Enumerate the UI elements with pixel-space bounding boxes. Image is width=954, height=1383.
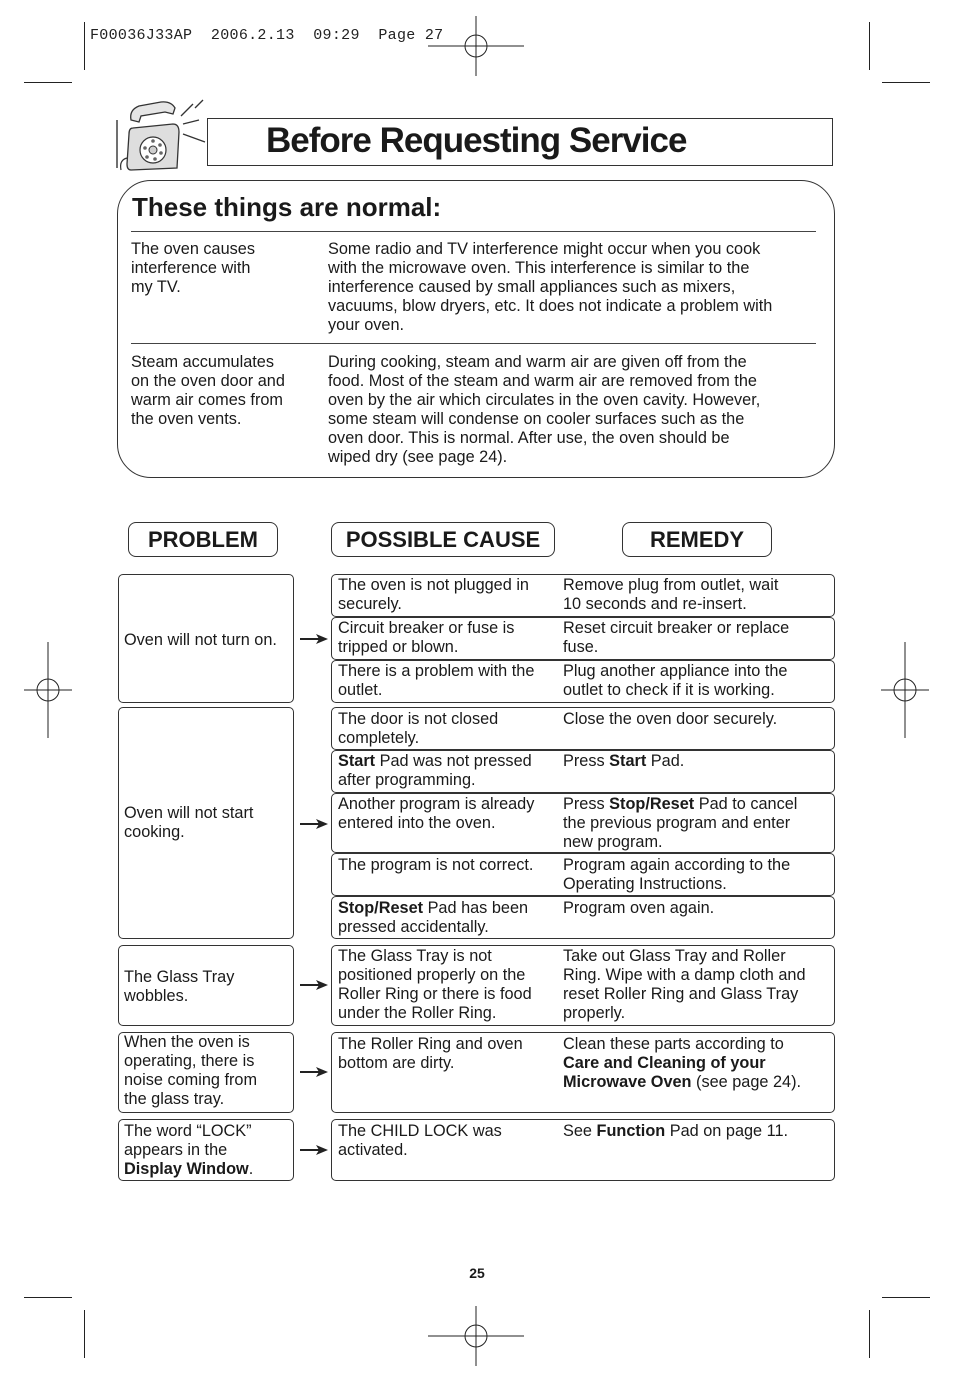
- registration-mark-bottom: [428, 1306, 524, 1366]
- remedy-text: Close the oven door securely.: [563, 710, 778, 728]
- cause-text-part: Pad has been pressed accidentally.: [338, 899, 529, 936]
- remedy-header: REMEDY: [622, 522, 772, 557]
- crop-mark: [84, 1310, 85, 1358]
- cause-text: The Roller Ring and oven bottom are dirty.: [338, 1035, 523, 1072]
- problem-text: [124, 1122, 296, 1179]
- crop-mark: [84, 22, 85, 70]
- title-box: [207, 118, 833, 166]
- crop-mark: [869, 22, 870, 70]
- page-number: 25: [469, 1265, 485, 1281]
- problem-text: When the oven is operating, there is noise coming from the glass tray.: [124, 1033, 258, 1108]
- page-title: Before Requesting Service: [266, 121, 687, 160]
- remedy-text: [563, 1035, 831, 1092]
- remedy-text-part: (see page 24).: [691, 1073, 802, 1091]
- cause-text: Circuit breaker or fuse is tripped or blown.: [338, 619, 515, 656]
- registration-mark-left: [24, 642, 72, 738]
- remedy-text-part: Press: [563, 752, 610, 770]
- normal-things-heading: These things are normal:: [132, 192, 442, 222]
- crop-mark: [882, 82, 930, 83]
- cause-text: [338, 899, 556, 937]
- cause-text: Another program is already entered into the oven.: [338, 795, 535, 832]
- cause-text-part: Pad was not pressed after programming.: [338, 752, 532, 789]
- arrow-right-icon: [300, 633, 328, 645]
- normal-situation: Steam accumulates on the oven door and warm air comes from the oven vents.: [131, 353, 285, 428]
- remedy-text-part: See: [563, 1122, 597, 1140]
- remedy-text: [563, 1122, 831, 1141]
- cause-text-bold: Stop/Reset: [338, 899, 424, 917]
- cause-text-bold: Start: [338, 752, 376, 770]
- remedy-text: [563, 795, 831, 852]
- crop-mark: [882, 1297, 930, 1298]
- normal-situation: The oven causes interference with my TV.: [131, 240, 255, 296]
- divider: [131, 231, 816, 232]
- arrow-right-icon: [300, 1144, 328, 1156]
- remedy-text-bold: Stop/Reset: [609, 795, 695, 813]
- remedy-text-part: Pad to cancel the previous program and enter new program.: [563, 795, 798, 851]
- cause-text: [338, 752, 556, 790]
- normal-explanation: During cooking, steam and warm air are given off from the food. Most of the steam and warm air are removed from the oven by the air which circulates in the oven cavity. However, some steam will condense on cooler surfaces such as the oven door. This is normal. After use, the oven should be wiped dry (see page 24).: [328, 353, 761, 466]
- problem-header: PROBLEM: [128, 522, 278, 557]
- problem-text-part: The word “LOCK” appears in the: [124, 1122, 252, 1159]
- remedy-text-part: Clean these parts according to: [563, 1035, 784, 1053]
- crop-mark: [869, 1310, 870, 1358]
- cause-text: The door is not closed completely.: [338, 710, 499, 747]
- cause-text: The CHILD LOCK was activated.: [338, 1122, 502, 1159]
- remedy-text-part: Press: [563, 795, 610, 813]
- remedy-text: Program oven again.: [563, 899, 715, 917]
- normal-explanation: Some radio and TV interference might occur when you cook with the microwave oven. This interference is similar to the interference caused by small appliances such as mixers, vacuums, blow dryers, etc. It does not indicate a problem with your oven.: [328, 240, 773, 334]
- remedy-text: Program again according to the Operating Instructions.: [563, 856, 791, 893]
- possible-cause-header: POSSIBLE CAUSE: [331, 522, 555, 557]
- remedy-text-bold: Start: [609, 752, 647, 770]
- divider: [131, 343, 816, 344]
- problem-text: The Glass Tray wobbles.: [124, 968, 235, 1005]
- remedy-text: Take out Glass Tray and Roller Ring. Wipe with a damp cloth and reset Roller Ring and Glass Tray properly.: [563, 947, 806, 1022]
- remedy-text: Remove plug from outlet, wait 10 seconds and re-insert.: [563, 576, 779, 613]
- cause-text: The oven is not plugged in securely.: [338, 576, 529, 613]
- remedy-text-part: Pad on page 11.: [665, 1122, 789, 1140]
- cause-text: The Glass Tray is not positioned properly on the Roller Ring or there is food under the Roller Ring.: [338, 947, 532, 1022]
- remedy-text: Reset circuit breaker or replace fuse.: [563, 619, 790, 656]
- crop-mark: [24, 82, 72, 83]
- arrow-right-icon: [300, 979, 328, 991]
- remedy-text-part: Pad.: [646, 752, 685, 770]
- cause-text: There is a problem with the outlet.: [338, 662, 535, 699]
- registration-mark-right: [881, 642, 929, 738]
- registration-mark-top: [428, 16, 524, 76]
- problem-text: Oven will not start cooking.: [124, 804, 254, 841]
- problem-text-bold: Display Window: [124, 1160, 249, 1178]
- remedy-text-bold: Care and Cleaning of your Microwave Oven: [563, 1054, 766, 1091]
- crop-mark: [24, 1297, 72, 1298]
- remedy-text: [563, 752, 831, 771]
- remedy-text: Plug another appliance into the outlet to check if it is working.: [563, 662, 788, 699]
- telephone-icon: [113, 98, 213, 178]
- arrow-right-icon: [300, 818, 328, 830]
- arrow-right-icon: [300, 1066, 328, 1078]
- remedy-text-bold: Function: [596, 1122, 666, 1140]
- cause-text: The program is not correct.: [338, 856, 534, 874]
- printer-slug: F00036J33AP 2006.2.13 09:29 Page 27: [90, 27, 444, 44]
- problem-text: Oven will not turn on.: [124, 631, 277, 649]
- problem-text-part: .: [248, 1160, 254, 1178]
